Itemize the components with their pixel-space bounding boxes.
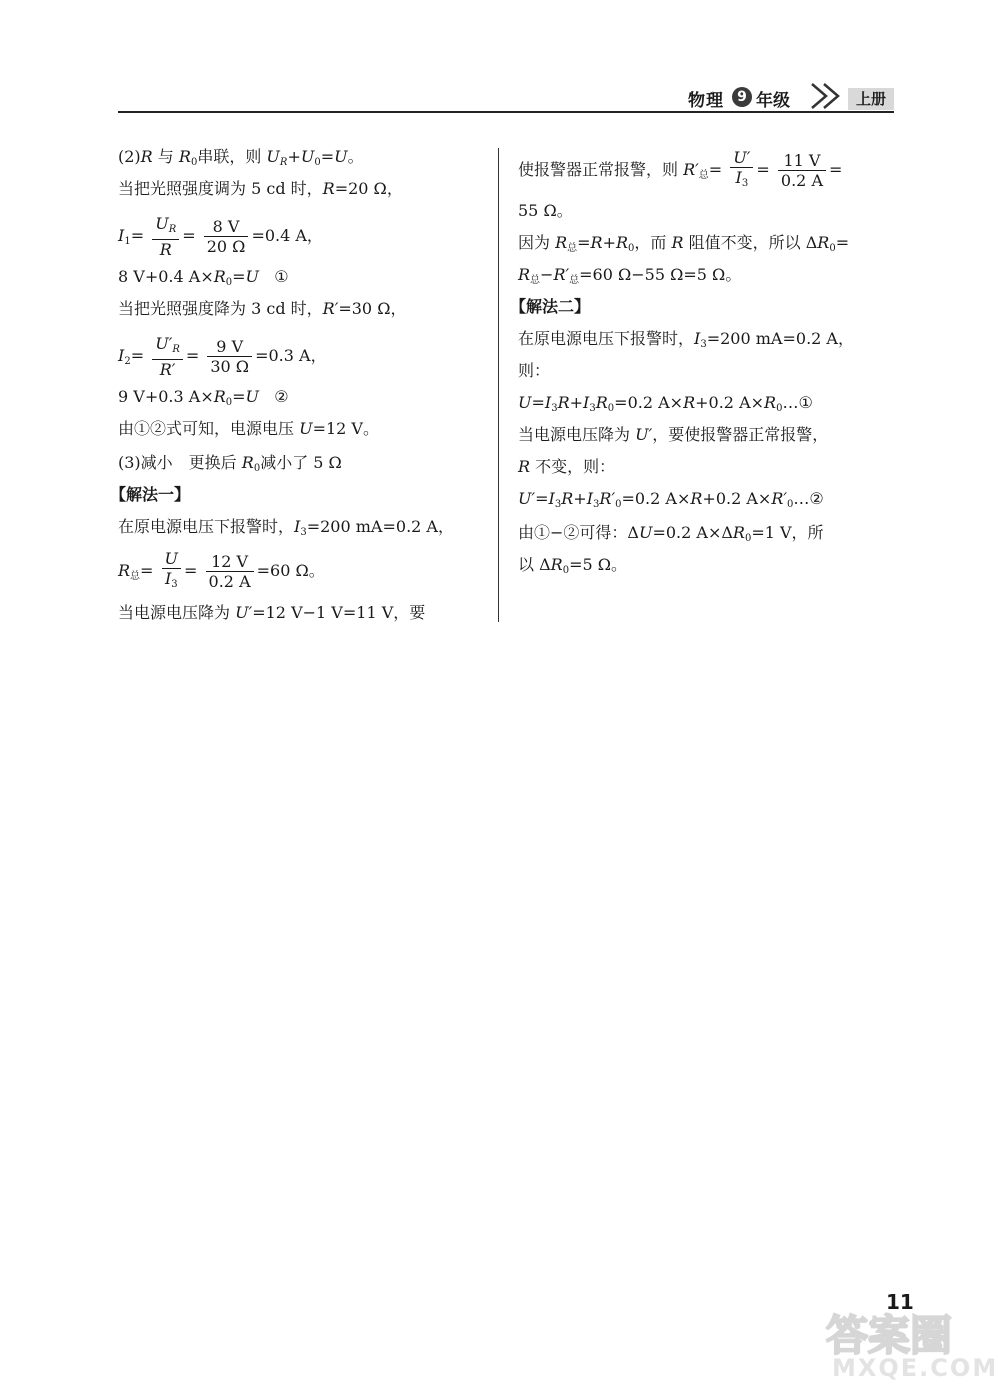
fraction: $\frac{U'}{I_3}$	[730, 148, 753, 193]
column-divider	[498, 148, 499, 622]
right-line-8: $U=I_3R+I_3R_0=0.2$ A×R+0.2 $A\times R_0\dots ①$	[518, 393, 813, 414]
volume-label: 上册	[848, 88, 894, 110]
right-line-4: $R_总-R'_总=60$ Ω−55 Ω=5 Ω。	[518, 265, 742, 286]
right-line-6: 在原电源电压下报警时，$I_3=200$ mA=0.2 A，	[518, 329, 854, 350]
svg-text:答案圈: 答案圈	[826, 1311, 953, 1358]
left-line-1: (2)R 与 $R_0$串联，则 $U_R+U_0=U$。	[118, 147, 364, 168]
left-line-9: (3)减小 更换后 $R_0$减小了 5 Ω	[118, 453, 342, 474]
left-line-5: 当把光照强度降为 3 cd 时，R′=30 Ω，	[118, 299, 407, 318]
page-header	[118, 82, 894, 114]
left-line-11: 在原电源电压下报警时，$I_3=200$ mA=0.2 A，	[118, 517, 454, 538]
fraction: $\frac{8 V}{20 \Omega}$	[204, 217, 249, 256]
fraction: $\frac{U}{I_3}$	[162, 549, 181, 594]
method-one-heading: 【解法一】	[110, 485, 191, 504]
left-line-4: 8 V+0.4 $A\times R_0=U$ ①	[118, 267, 289, 288]
right-line-12: 由①−②可得：ΔU=0.2 $A\times\Delta R_0=1$ V，所	[518, 523, 824, 544]
right-line-11: $U'=I_3R+I_3R'_0=0.2$ A×R+0.2 $A\times R'_0\dots ②$	[518, 489, 824, 510]
left-line-7: 9 V+0.3 $A\times R_0=U$ ②	[118, 387, 289, 408]
header-rule	[118, 111, 894, 113]
left-line-13: 当电源电压降为 U′=12 V−1 V=11 V，要	[118, 603, 426, 622]
right-line-3: 因为 $R_总=R+R_0$，而 R 阻值不变，所以 $\Delta R_0=$	[518, 233, 850, 254]
left-line-6: $I_2=$ $\frac{U'_R}{R'}$ = $\frac{9 V}{30 \Omega}$ =0.3 A，	[118, 334, 327, 379]
fraction: $\frac{U'_R}{R'}$	[152, 334, 183, 379]
subject-label: 物理	[688, 91, 724, 111]
right-line-7: 则：	[518, 361, 551, 380]
page-number: 11	[886, 1290, 914, 1314]
grade-label: 年级	[756, 91, 790, 111]
double-chevron-icon	[808, 80, 846, 112]
right-line-1: 使报警器正常报警，则 $R'_总=$ $\frac{U'}{I_3}$ = $\frac{11 V}{0.2 A}$ =	[518, 148, 842, 193]
method-two-heading: 【解法二】	[510, 297, 591, 316]
right-line-2: 55 Ω。	[518, 201, 573, 220]
left-line-12: $R_总=$ $\frac{U}{I_3}$ = $\frac{12 V}{0.2 A}$ =60 Ω。	[118, 549, 325, 594]
watermark-url: MXQE.COM	[832, 1354, 999, 1382]
left-line-2: 当把光照强度调为 5 cd 时，R=20 Ω，	[118, 179, 403, 198]
grade-number-badge: 9	[732, 87, 752, 107]
left-line-8: 由①②式可知，电源电压 U=12 V。	[118, 419, 379, 438]
fraction: $\frac{9 V}{30 \Omega}$	[207, 337, 252, 376]
fraction: $\frac{U_R}{R}$	[152, 214, 179, 259]
fraction: $\frac{12 V}{0.2 A}$	[206, 552, 254, 591]
right-line-10: R 不变，则：	[518, 457, 616, 476]
left-line-3: $I_1=$ $\frac{U_R}{R}$ = $\frac{8 V}{20 \Omega}$ =0.4 A，	[118, 214, 323, 259]
fraction: $\frac{11 V}{0.2 A}$	[778, 151, 826, 190]
right-line-9: 当电源电压降为 U′，要使报警器正常报警，	[518, 425, 829, 444]
watermark-logo	[822, 1310, 992, 1358]
right-line-13: 以 $\Delta R_0=5$ Ω。	[518, 555, 628, 576]
